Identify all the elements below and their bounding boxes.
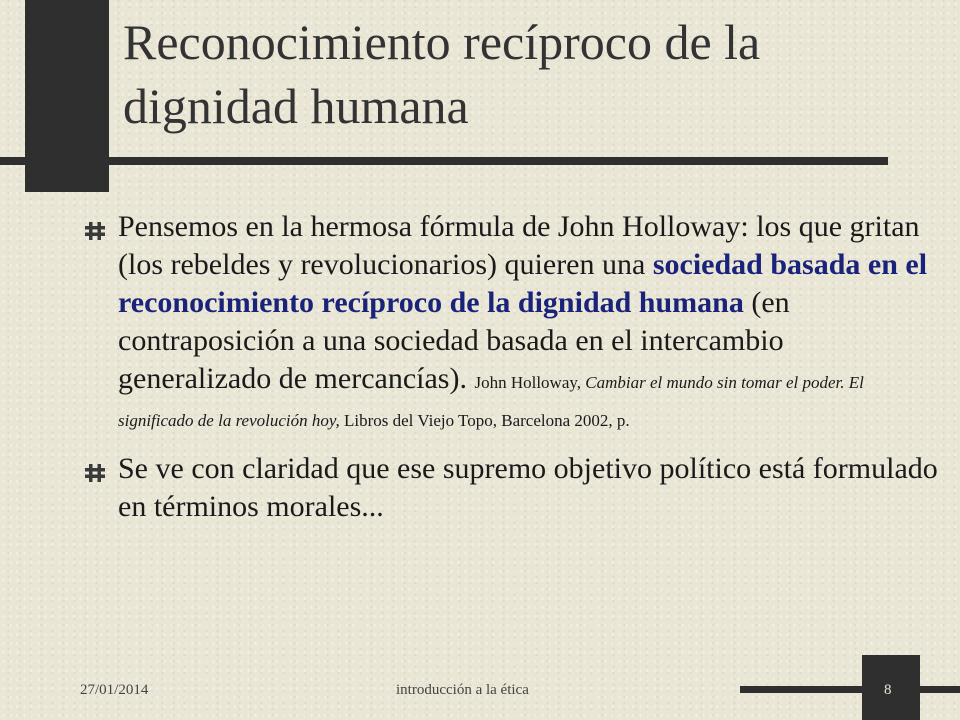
bullet-text-2: Se ve con claridad que ese supremo objetivo político está formulado en términos morales... bbox=[118, 452, 938, 523]
bullet-list bbox=[80, 208, 940, 526]
citation-title: Cambiar el mundo sin tomar el poder. El significado de la revolución hoy, bbox=[118, 373, 864, 430]
slide-title: Reconocimiento recíproco de la dignidad humana bbox=[123, 14, 761, 134]
title-rule bbox=[0, 157, 888, 165]
bullet-1-text-end: (en contraposición a una sociedad basada en el intercambio generalizado de mercancías). bbox=[118, 286, 790, 395]
bullet-1-emphasis: sociedad basada en el reconocimiento recíproco de la dignidad humana bbox=[118, 248, 928, 319]
footer-date: 27/01/2014 bbox=[80, 682, 149, 698]
bullet-item-1 bbox=[80, 208, 940, 436]
bullet-1-text-start: Pensemos en la hermosa fórmula de John Holloway: los que gritan (los rebeldes y revolucionarios) quieren una bbox=[118, 210, 920, 281]
pound-sign-bullet-icon bbox=[84, 462, 106, 484]
page-number: 8 bbox=[884, 682, 892, 698]
footer-title: introducción a la ética bbox=[396, 682, 529, 698]
footer-rule bbox=[740, 686, 960, 693]
bullet-text-1 bbox=[118, 208, 940, 436]
pound-sign-bullet-icon bbox=[84, 220, 106, 242]
citation-publisher: Libros del Viejo Topo, Barcelona 2002, p. bbox=[339, 411, 630, 430]
bullet-item-2 bbox=[80, 450, 940, 526]
citation-author: John Holloway, bbox=[474, 373, 586, 392]
